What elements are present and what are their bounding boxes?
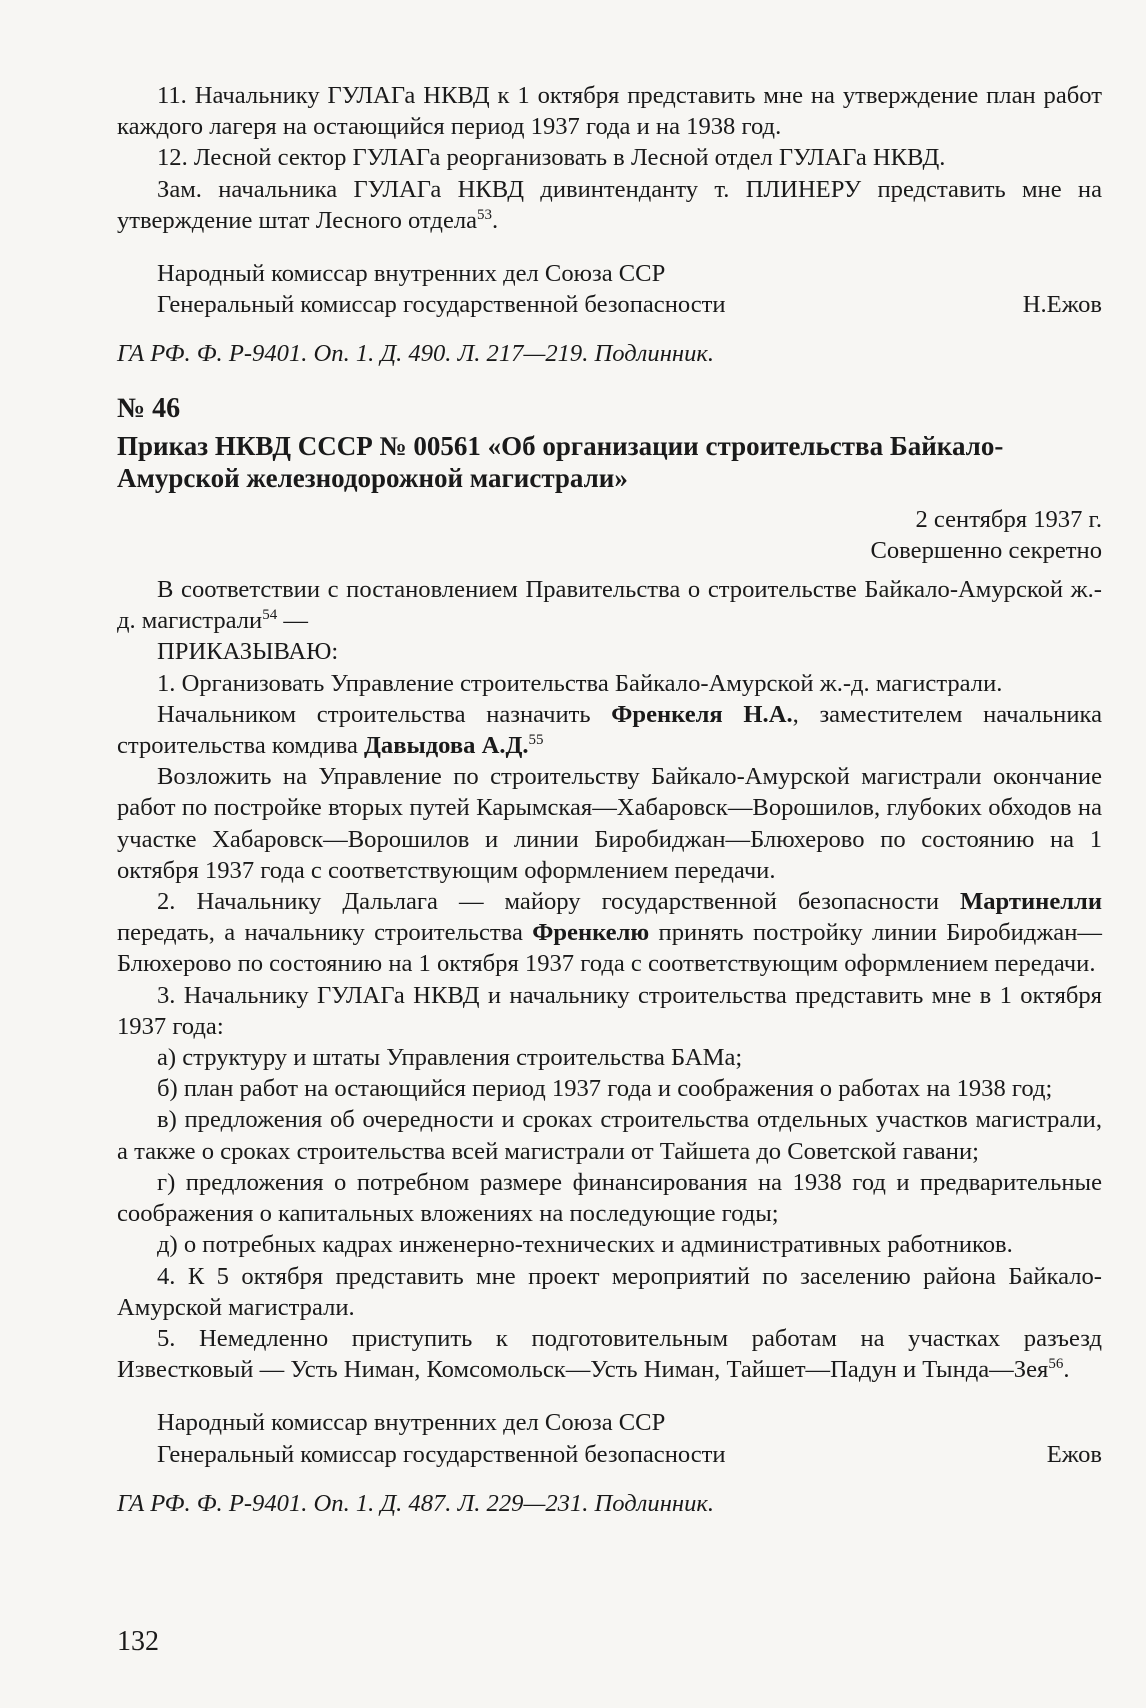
paragraph-item-5 — [117, 1323, 1102, 1385]
signature-name: Н.Ежов — [1022, 291, 1102, 319]
paragraph-text: — — [277, 607, 308, 635]
paragraph-item-1: 1. Организовать Управление строительства Байкало-Амурской ж.-д. магистрали. — [157, 669, 1003, 697]
paragraph-text: 2. Начальнику Дальлага — майору государственной безопасности — [157, 888, 961, 916]
archive-source: ГА РФ. Ф. Р-9401. Оп. 1. Д. 487. Л. 229—231. Подлинник. — [117, 1489, 715, 1517]
paragraph-text: Зам. начальника ГУЛАГа НКВД дивинтенданту т. ПЛИНЕРУ представить мне на утверждение штат Лесного отдела — [117, 175, 1102, 234]
page-number: 132 — [117, 1626, 159, 1657]
paragraph-text: . — [1063, 1356, 1070, 1384]
order-word: ПРИКАЗЫВАЮ: — [157, 638, 339, 666]
paragraph-text: В соответствии с постановлением Правительства о строительстве Байкало-Амурской ж.-д. магистрали — [117, 576, 1102, 635]
paragraph-item-1-duties: Возложить на Управление по строительству Байкало-Амурской магистрали окончание работ по постройке вторых путей Карымская—Хабаровск—Ворошилов, глубоких обходов на участке Хабаровск—Ворошилов и линии Биробиджан—Блюхерово по состоянию на 1 октября 1937 года с соответствующим оформлением передачи. — [117, 763, 1102, 884]
paragraph-text: 5. Немедленно приступить к подготовительным работам на участках разъезд Известковый — Усть Ниман, Комсомольск—Усть Ниман, Тайшет—Падун и Тында—Зея — [117, 1324, 1102, 1384]
person-name: Давыдова А.Д. — [364, 732, 529, 760]
document-date: 2 сентября 1937 г. — [915, 505, 1102, 533]
paragraph-item-2 — [117, 886, 1102, 980]
signature-name: Ежов — [1046, 1440, 1102, 1468]
paragraph-item-3: 3. Начальнику ГУЛАГа НКВД и начальнику строительства представить мне в 1 октября 1937 года: — [117, 981, 1102, 1040]
list-item-3e: д) о потребных кадрах инженерно-технических и административных работников. — [157, 1231, 1013, 1259]
paragraph-intro — [117, 574, 1102, 636]
paragraph-item-12-staff: Зам. начальника ГУЛАГа НКВД дивинтенданту т. ПЛИНЕРУ представить мне на утверждение штат Лесного отдела$^{53}$. — [117, 175, 1102, 234]
person-name: Френкелю — [532, 919, 650, 947]
list-item-3d: г) предложения о потребном размере финансирования на 1938 год и предварительные соображения о капитальных вложениях на последующие годы; — [117, 1168, 1102, 1228]
paragraph-text: , заместителем начальника строительства комдива — [117, 700, 1102, 760]
list-item-3b: б) план работ на остающийся период 1937 года и соображения о работах на 1938 год; — [157, 1075, 1053, 1103]
paragraph-item-4: 4. К 5 октября представить мне проект мероприятий по заселению района Байкало-Амурской магистрали. — [117, 1262, 1102, 1321]
paragraph-item-11: 11. Начальнику ГУЛАГа НКВД к 1 октября представить мне на утверждение план работ каждого лагеря на остающийся период 1937 года и на 1938 год. — [117, 82, 1102, 141]
list-item-3a: а) структуру и штаты Управления строительства БАМа; — [157, 1044, 743, 1072]
signature-line — [117, 1439, 1102, 1470]
list-item-3c: в) предложения об очередности и сроках строительства отдельных участков магистрали, а также о сроках строительства всей магистрали от Тайшета до Советской гавани; — [117, 1106, 1102, 1165]
footnote-ref: 56 — [1048, 1355, 1064, 1372]
paragraph-text: передать, а начальнику строительства — [117, 919, 533, 947]
paragraph-text: Начальником строительства назначить — [157, 700, 612, 728]
person-name: Мартинелли — [960, 888, 1102, 916]
signature-title-2: Генеральный комиссар государственной безопасности — [157, 1440, 726, 1468]
archive-source: ГА РФ. Ф. Р-9401. Оп. 1. Д. 490. Л. 217—219. Подлинник. — [117, 340, 715, 368]
paragraph-text: принять постройку линии Биробиджан—Блюхерово по состоянию на 1 октября 1937 года с соответствующим оформлением передачи. — [117, 919, 1102, 978]
signature-title-2: Генеральный комиссар государственной безопасности — [157, 291, 726, 319]
footnote-ref: 55 — [528, 731, 544, 748]
signature-line — [117, 289, 1102, 320]
footnote-ref: 53 — [477, 206, 493, 223]
document-number: № 46 — [117, 392, 181, 424]
document-title: Приказ НКВД СССР № 00561 «Об организации строительства Байкало-Амурской железнодорожной магистрали» — [117, 430, 1004, 493]
footnote-ref: 54 — [262, 607, 278, 624]
classification-stamp: Совершенно секретно — [870, 536, 1102, 564]
signature-title-1: Народный комиссар внутренних дел Союза ССР — [157, 260, 666, 288]
page-body — [117, 80, 1102, 1519]
signature-title-1: Народный комиссар внутренних дел Союза ССР — [157, 1409, 666, 1437]
person-name: Френкеля Н.А. — [611, 700, 793, 728]
paragraph-item-1-appointment — [117, 699, 1102, 761]
paragraph-item-12: 12. Лесной сектор ГУЛАГа реорганизовать в Лесной отдел ГУЛАГа НКВД. — [157, 144, 946, 172]
